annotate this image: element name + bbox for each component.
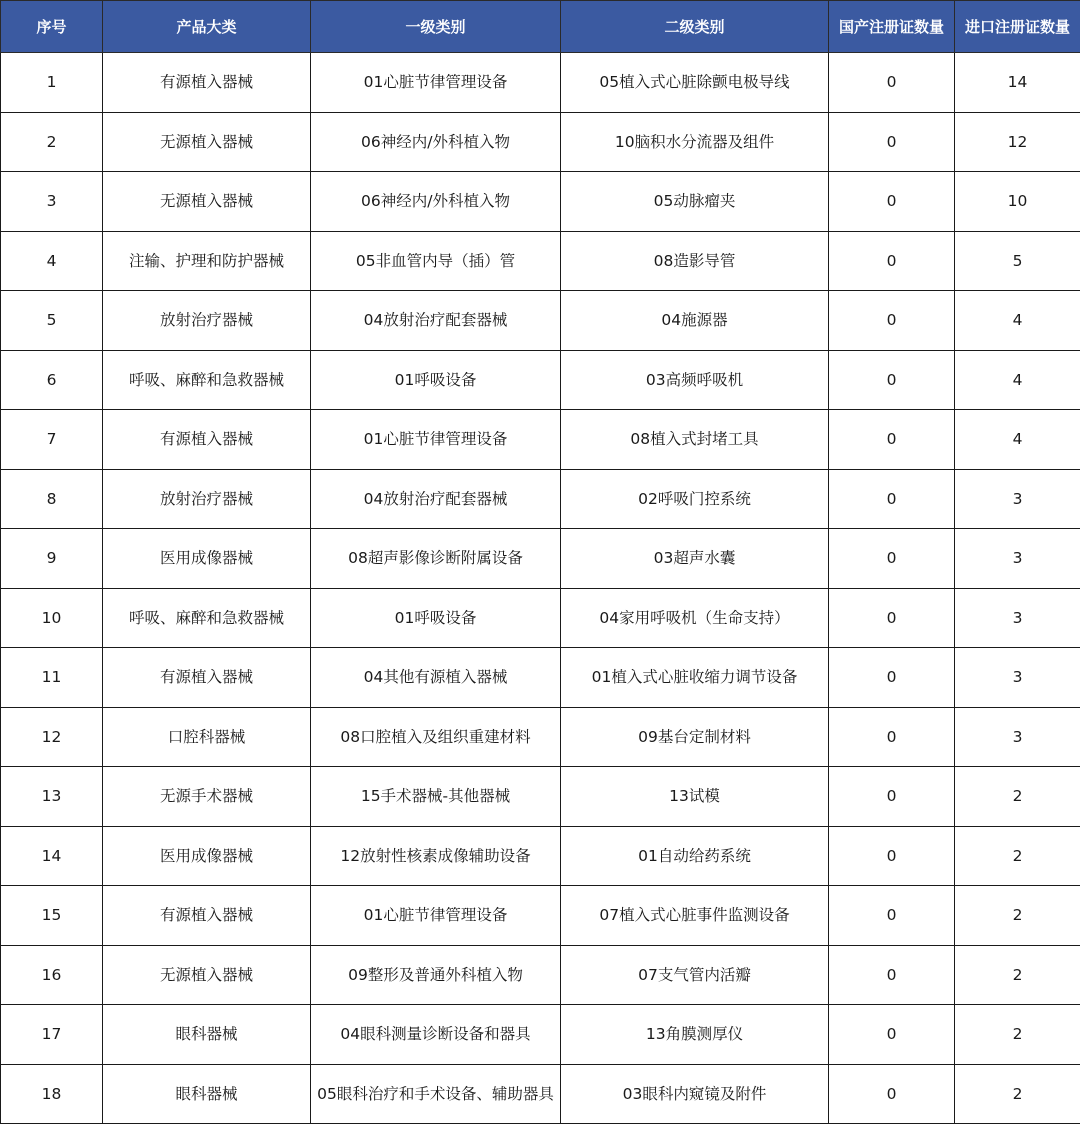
table-row: [1, 886, 1080, 946]
cell-product-category: 呼吸、麻醉和急救器械: [103, 588, 311, 648]
cell-domestic-count: 0: [829, 112, 955, 172]
cell-import-count: 5: [955, 231, 1080, 291]
cell-domestic-count: 0: [829, 767, 955, 827]
table-row: [1, 231, 1080, 291]
table-row: [1, 112, 1080, 172]
cell-level1-category: 12放射性核素成像辅助设备: [311, 826, 561, 886]
cell-level2-category: 07支气管内活瓣: [561, 945, 829, 1005]
cell-import-count: 3: [955, 529, 1080, 589]
cell-import-count: 10: [955, 172, 1080, 232]
cell-level2-category: 08植入式封堵工具: [561, 410, 829, 470]
cell-level2-category: 01植入式心脏收缩力调节设备: [561, 648, 829, 708]
cell-domestic-count: 0: [829, 529, 955, 589]
cell-import-count: 4: [955, 410, 1080, 470]
table-row: [1, 707, 1080, 767]
cell-level2-category: 13角膜测厚仪: [561, 1005, 829, 1065]
cell-index: 3: [1, 172, 103, 232]
cell-index: 15: [1, 886, 103, 946]
cell-level1-category: 06神经内/外科植入物: [311, 172, 561, 232]
cell-level1-category: 09整形及普通外科植入物: [311, 945, 561, 1005]
table-row: [1, 648, 1080, 708]
cell-level2-category: 10脑积水分流器及组件: [561, 112, 829, 172]
cell-product-category: 注输、护理和防护器械: [103, 231, 311, 291]
header-cell-level1-category: 一级类别: [311, 1, 561, 53]
cell-index: 9: [1, 529, 103, 589]
cell-level1-category: 15手术器械-其他器械: [311, 767, 561, 827]
cell-level2-category: 05动脉瘤夹: [561, 172, 829, 232]
table-row: [1, 291, 1080, 351]
cell-product-category: 有源植入器械: [103, 648, 311, 708]
cell-domestic-count: 0: [829, 1005, 955, 1065]
cell-index: 8: [1, 469, 103, 529]
cell-index: 16: [1, 945, 103, 1005]
cell-index: 6: [1, 350, 103, 410]
cell-domestic-count: 0: [829, 648, 955, 708]
table-row: [1, 1005, 1080, 1065]
cell-level2-category: 03超声水囊: [561, 529, 829, 589]
cell-domestic-count: 0: [829, 826, 955, 886]
table-row: [1, 767, 1080, 827]
cell-product-category: 无源植入器械: [103, 945, 311, 1005]
cell-level1-category: 01呼吸设备: [311, 588, 561, 648]
cell-level2-category: 01自动给药系统: [561, 826, 829, 886]
cell-level2-category: 03眼科内窥镜及附件: [561, 1064, 829, 1124]
cell-import-count: 2: [955, 767, 1080, 827]
cell-product-category: 无源植入器械: [103, 112, 311, 172]
cell-import-count: 4: [955, 350, 1080, 410]
table-row: [1, 172, 1080, 232]
table-row: [1, 469, 1080, 529]
cell-product-category: 口腔科器械: [103, 707, 311, 767]
cell-index: 18: [1, 1064, 103, 1124]
cell-level2-category: 07植入式心脏事件监测设备: [561, 886, 829, 946]
table-row: [1, 945, 1080, 1005]
cell-index: 1: [1, 53, 103, 113]
header-cell-domestic-count: 国产注册证数量: [829, 1, 955, 53]
cell-level1-category: 05眼科治疗和手术设备、辅助器具: [311, 1064, 561, 1124]
table-row: [1, 350, 1080, 410]
cell-import-count: 3: [955, 469, 1080, 529]
cell-index: 4: [1, 231, 103, 291]
header-cell-product-category: 产品大类: [103, 1, 311, 53]
header-cell-level2-category: 二级类别: [561, 1, 829, 53]
cell-index: 14: [1, 826, 103, 886]
cell-level1-category: 04其他有源植入器械: [311, 648, 561, 708]
cell-domestic-count: 0: [829, 350, 955, 410]
cell-domestic-count: 0: [829, 886, 955, 946]
table-row: [1, 1064, 1080, 1124]
cell-index: 13: [1, 767, 103, 827]
cell-import-count: 12: [955, 112, 1080, 172]
table-row: [1, 410, 1080, 470]
cell-product-category: 医用成像器械: [103, 826, 311, 886]
header-cell-index: 序号: [1, 1, 103, 53]
cell-product-category: 放射治疗器械: [103, 469, 311, 529]
cell-import-count: 2: [955, 945, 1080, 1005]
cell-import-count: 3: [955, 707, 1080, 767]
cell-index: 12: [1, 707, 103, 767]
cell-import-count: 3: [955, 588, 1080, 648]
cell-index: 17: [1, 1005, 103, 1065]
cell-level1-category: 01心脏节律管理设备: [311, 886, 561, 946]
cell-level2-category: 04家用呼吸机（生命支持）: [561, 588, 829, 648]
cell-domestic-count: 0: [829, 945, 955, 1005]
cell-index: 11: [1, 648, 103, 708]
cell-product-category: 有源植入器械: [103, 410, 311, 470]
cell-product-category: 眼科器械: [103, 1064, 311, 1124]
header-row: [1, 1, 1080, 53]
table-row: [1, 529, 1080, 589]
cell-import-count: 2: [955, 826, 1080, 886]
cell-product-category: 放射治疗器械: [103, 291, 311, 351]
cell-index: 7: [1, 410, 103, 470]
cell-product-category: 眼科器械: [103, 1005, 311, 1065]
table-row: [1, 826, 1080, 886]
cell-level2-category: 05植入式心脏除颤电极导线: [561, 53, 829, 113]
cell-domestic-count: 0: [829, 231, 955, 291]
cell-level1-category: 01心脏节律管理设备: [311, 410, 561, 470]
cell-level2-category: 09基台定制材料: [561, 707, 829, 767]
table-row: [1, 53, 1080, 113]
cell-product-category: 无源植入器械: [103, 172, 311, 232]
cell-level1-category: 08口腔植入及组织重建材料: [311, 707, 561, 767]
cell-domestic-count: 0: [829, 1064, 955, 1124]
cell-import-count: 4: [955, 291, 1080, 351]
cell-index: 2: [1, 112, 103, 172]
cell-product-category: 无源手术器械: [103, 767, 311, 827]
cell-level1-category: 04放射治疗配套器械: [311, 469, 561, 529]
cell-level2-category: 08造影导管: [561, 231, 829, 291]
cell-domestic-count: 0: [829, 291, 955, 351]
cell-product-category: 有源植入器械: [103, 886, 311, 946]
cell-domestic-count: 0: [829, 410, 955, 470]
cell-level1-category: 01心脏节律管理设备: [311, 53, 561, 113]
cell-product-category: 医用成像器械: [103, 529, 311, 589]
cell-level2-category: 04施源器: [561, 291, 829, 351]
cell-level1-category: 04放射治疗配套器械: [311, 291, 561, 351]
cell-import-count: 14: [955, 53, 1080, 113]
cell-product-category: 呼吸、麻醉和急救器械: [103, 350, 311, 410]
cell-import-count: 2: [955, 1064, 1080, 1124]
cell-import-count: 3: [955, 648, 1080, 708]
table-header: [1, 1, 1080, 53]
cell-domestic-count: 0: [829, 588, 955, 648]
cell-level2-category: 02呼吸门控系统: [561, 469, 829, 529]
cell-level2-category: 03高频呼吸机: [561, 350, 829, 410]
header-cell-import-count: 进口注册证数量: [955, 1, 1080, 53]
cell-import-count: 2: [955, 886, 1080, 946]
cell-product-category: 有源植入器械: [103, 53, 311, 113]
cell-import-count: 2: [955, 1005, 1080, 1065]
cell-level1-category: 01呼吸设备: [311, 350, 561, 410]
cell-domestic-count: 0: [829, 53, 955, 113]
cell-level1-category: 05非血管内导（插）管: [311, 231, 561, 291]
cell-index: 10: [1, 588, 103, 648]
cell-domestic-count: 0: [829, 469, 955, 529]
cell-level1-category: 08超声影像诊断附属设备: [311, 529, 561, 589]
cell-level1-category: 04眼科测量诊断设备和器具: [311, 1005, 561, 1065]
cell-index: 5: [1, 291, 103, 351]
table-body: [1, 53, 1080, 1124]
cell-level1-category: 06神经内/外科植入物: [311, 112, 561, 172]
table-row: [1, 588, 1080, 648]
cell-domestic-count: 0: [829, 707, 955, 767]
cell-level2-category: 13试模: [561, 767, 829, 827]
cell-domestic-count: 0: [829, 172, 955, 232]
